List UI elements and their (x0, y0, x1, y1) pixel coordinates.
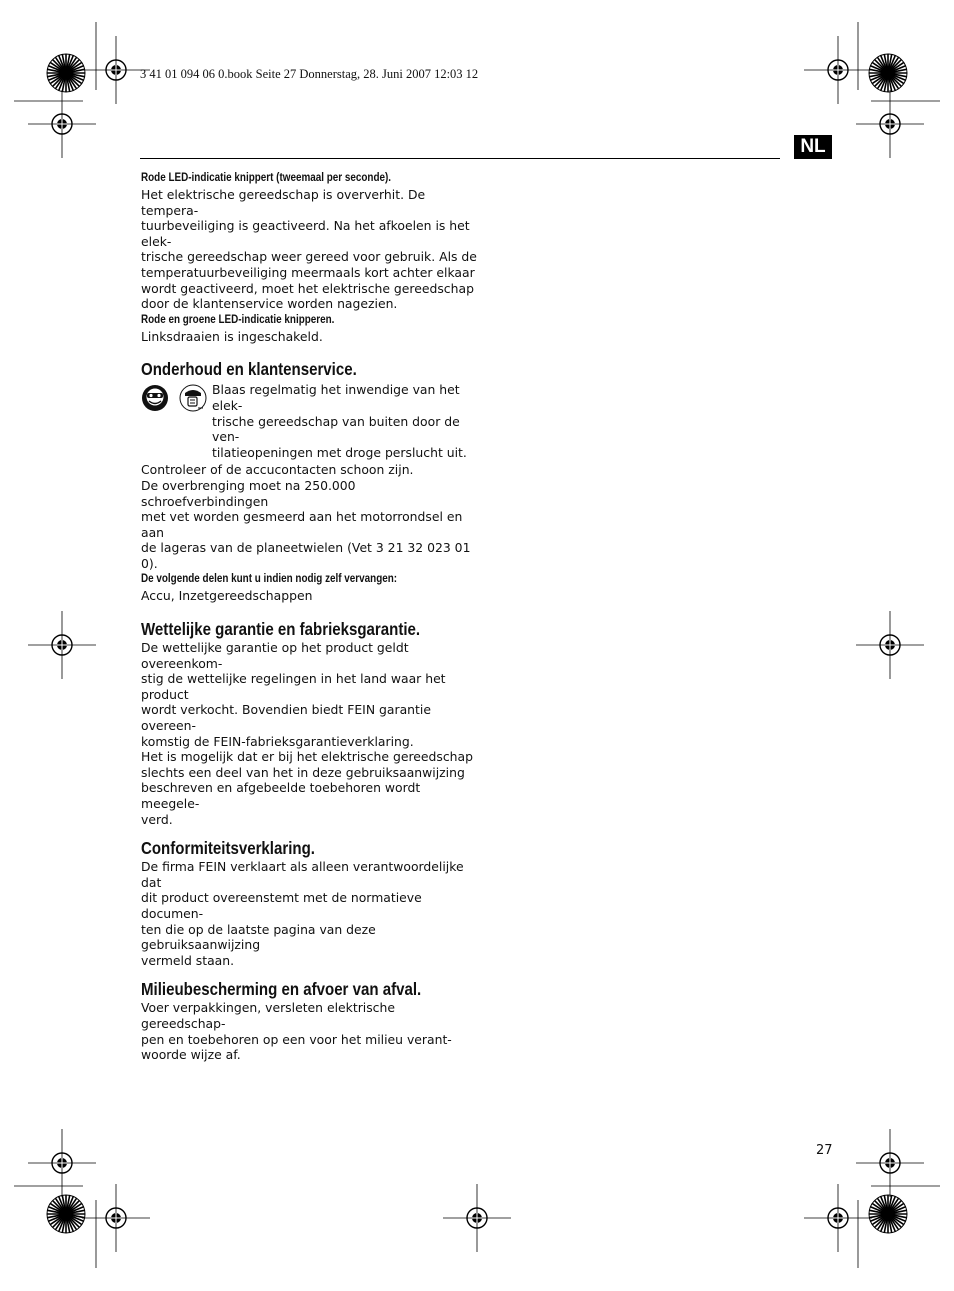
parts-text: Accu, Inzetgereedschappen (141, 588, 313, 604)
red-led-text: Het elektrische gereedschap is oververhit. De tempera- tuurbeveiliging is geactiveerd. Na het afkoelen is het elek- trische gereedschap weer gereed voor gebruik. Als de temperatuurbeveiliging meermaals kort achter elkaar wordt geactiveerd, moet het elektrische gereedschap door de klantenservice worden nagezien. (141, 187, 477, 312)
safety-goggles-icon (142, 385, 168, 411)
maintenance-text: Controleer of de accucontacten schoon zijn. De overbrenging moet na 250.000 schroefverbindingen met vet worden gesmeerd aan het motorrondsel en aan de lageras van de planeetwielen (Vet 3 21 32 023 01 0). (141, 462, 471, 571)
warranty-text: De wettelijke garantie op het product geldt overeenkom- stig de wettelijke regelingen in het land waar het product wordt verkocht. Bovendien biedt FEIN garantie overeen- komstig de FEIN-fabrieksgarantieverklaring. Het is mogelijk dat er bij het elektrische gereedschap slechts een deel van het in deze gebruiksaanwijzing beschreven en afgebeelde toebehoren wordt meegele- verd. (141, 640, 473, 827)
header-rule (140, 158, 780, 159)
book-slug: 3 41 01 094 06 0.book Seite 27 Donnerstag, 28. Juni 2007 12:03 12 (140, 67, 479, 81)
maintenance-heading: Onderhoud en klantenservice. (141, 359, 357, 380)
environment-text: Voer verpakkingen, versleten elektrische gereedschap- pen en toebehoren op een voor het milieu verant- woorde wijze af. (141, 1000, 452, 1063)
breathing-protection-icon (180, 385, 206, 411)
conformity-heading: Conformiteitsverklaring. (141, 838, 315, 859)
maintenance-icon-text: Blaas regelmatig het inwendige van het elek- trische gereedschap van buiten door de ven- tilatieopeningen met droge perslucht uit. (212, 382, 467, 460)
red-green-led-text: Linksdraaien is ingeschakeld. (141, 328, 323, 344)
red-led-heading: Rode LED-indicatie knippert (tweemaal per seconde). (141, 172, 392, 184)
parts-heading: De volgende delen kunt u indien nodig zelf vervangen: (141, 573, 398, 586)
warranty-heading: Wettelijke garantie en fabrieksgarantie. (141, 619, 421, 640)
conformity-text: De firma FEIN verklaart als alleen verantwoordelijke dat dit product overeenstemt met de normatieve documen- ten die op de laatste pagina van deze gebruiksaanwijzing vermeld staan. (141, 859, 464, 968)
red-green-led-heading: Rode en groene LED-indicatie knipperen. (141, 313, 335, 326)
main-column (141, 170, 481, 1063)
environment-heading: Milieubescherming en afvoer van afval. (141, 979, 422, 1000)
page-number: 27 (816, 1143, 833, 1158)
maintenance-icon-block (141, 382, 481, 460)
language-tab: NL (794, 135, 832, 159)
